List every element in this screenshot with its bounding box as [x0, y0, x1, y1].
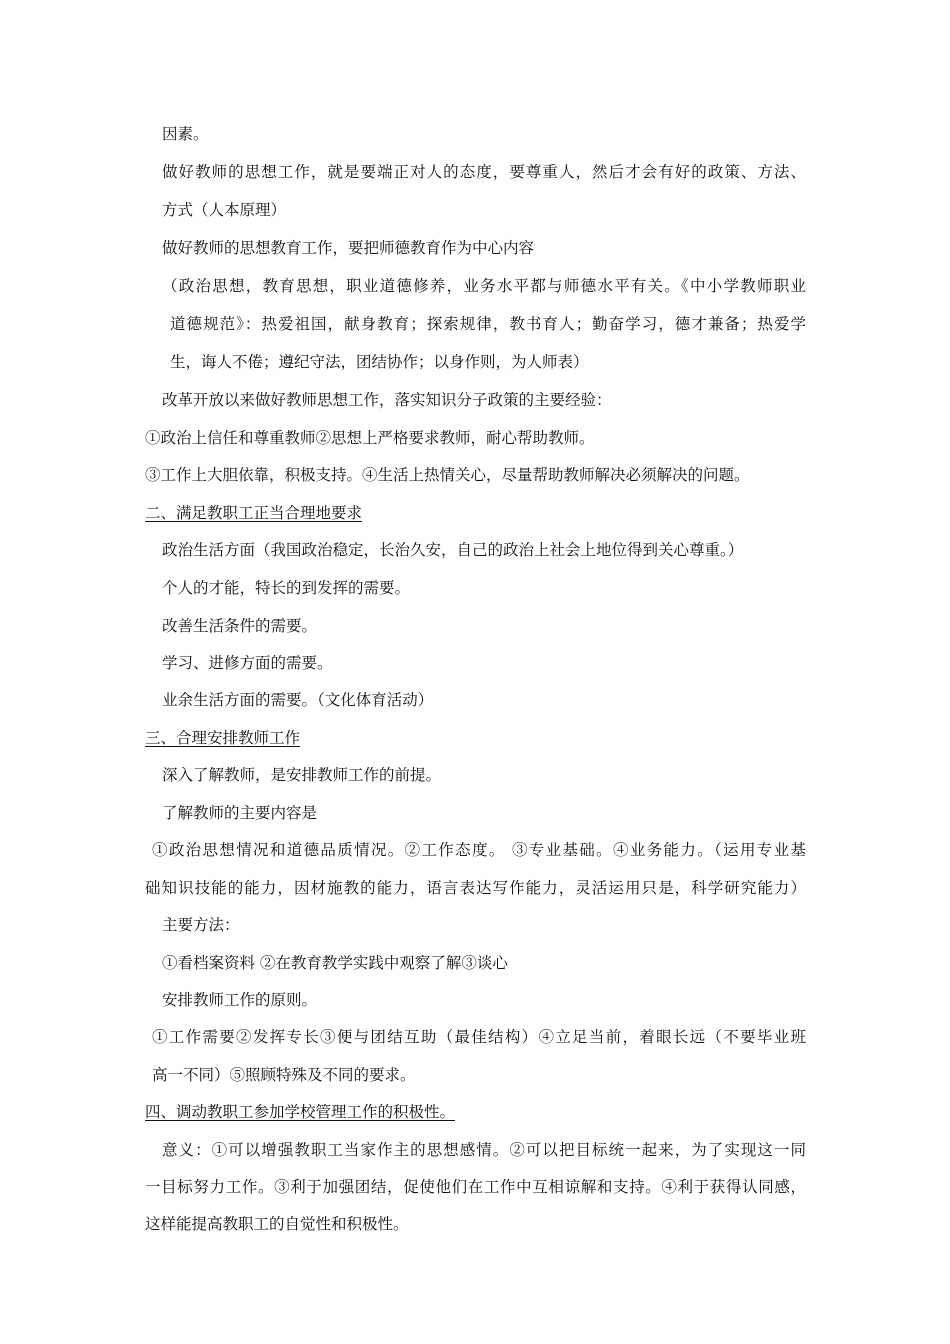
text-line: 深入了解教师，是安排教师工作的前提。: [162, 766, 442, 784]
text-line: 因素。: [162, 125, 209, 143]
text-line: 学习、进修方面的需要。: [162, 654, 333, 672]
text-line: ①工作需要②发挥专长③便与团结互助（最佳结构）④立足当前，着眼长远（不要毕业班: [152, 1028, 806, 1046]
text-line: 这样能提高教职工的自觉性和积极性。: [145, 1215, 409, 1233]
text-line: ①政治上信任和尊重教师②思想上严格要求教师，耐心帮助教师。: [145, 429, 595, 447]
section-heading: 二、满足教职工正当合理地要求: [145, 504, 363, 522]
text-line: 一目标努力工作。③利于加强团结，促使他们在工作中互相谅解和支持。④利于获得认同感，: [145, 1178, 806, 1196]
text-line: 做好教师的思想教育工作，要把师德教育作为中心内容: [162, 239, 535, 257]
text-line: 生，诲人不倦；遵纪守法，团结协作；以身作则，为人师表）: [170, 353, 589, 371]
text-line: 主要方法：: [162, 916, 240, 934]
text-line: 方式（人本原理）: [162, 201, 287, 219]
text-line: ①看档案资料 ②在教育教学实践中观察了解③谈心: [162, 954, 508, 972]
text-line: 改善生活条件的需要。: [162, 617, 318, 635]
text-line: 业余生活方面的需要。（文化体育活动）: [162, 691, 434, 709]
section-heading: 三、合理安排教师工作: [145, 729, 301, 747]
text-line: （政治思想，教育思想，职业道德修养，业务水平都与师德水平有关。《中小学教师职业: [162, 277, 806, 295]
text-line: 做好教师的思想工作，就是要端正对人的态度，要尊重人，然后才会有好的政策、方法、: [162, 163, 806, 181]
text-line: 道德规范》：热爱祖国，献身教育；探索规律，教书育人；勤奋学习，德才兼备；热爱学: [170, 315, 806, 333]
text-line: 了解教师的主要内容是: [162, 804, 318, 822]
text-line: 高一不同）⑤照顾特殊及不同的要求。: [152, 1066, 416, 1084]
text-line: 政治生活方面（我国政治稳定，长治久安，自己的政治上社会上地位得到关心尊重。）: [162, 541, 744, 559]
text-line: 改革开放以来做好教师思想工作，落实知识分子政策的主要经验：: [162, 391, 612, 409]
text-line: ①政治思想情况和道德品质情况。②工作态度。 ③专业基础。④业务能力。（运用专业基: [152, 841, 806, 859]
section-heading: 四、调动教职工参加学校管理工作的积极性。: [145, 1103, 456, 1121]
text-line: 安排教师工作的原则。: [162, 991, 318, 1009]
text-line: ③工作上大胆依靠，积极支持。④生活上热情关心，尽量帮助教师解决必须解决的问题。: [145, 466, 750, 484]
text-line: 个人的才能，特长的到发挥的需要。: [162, 579, 411, 597]
text-line: 意义：①可以增强教职工当家作主的思想感情。②可以把目标统一起来，为了实现这一同: [162, 1141, 806, 1159]
text-line: 础知识技能的能力，因材施教的能力，语言表达写作能力，灵活运用只是，科学研究能力）: [145, 879, 806, 897]
